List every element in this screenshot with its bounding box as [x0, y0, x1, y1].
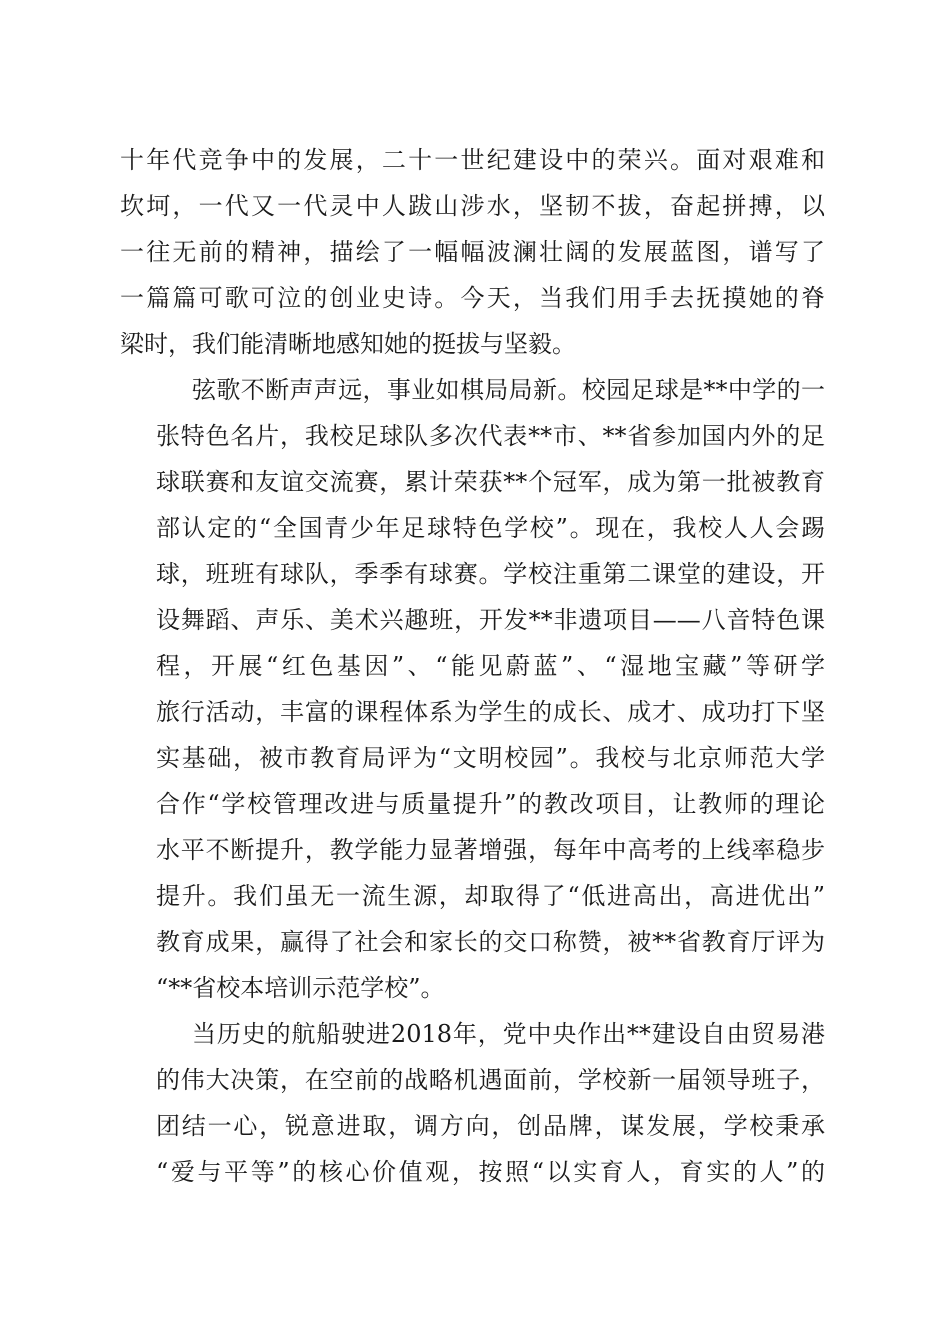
paragraph-1 — [120, 137, 825, 367]
text-line: 团结一心，锐意进取，调方向，创品牌，谋发展，学校秉承 — [156, 1112, 825, 1140]
text-line: 张特色名片，我校足球队多次代表**市、**省参加国内外的足 — [156, 422, 825, 450]
text-line: 十年代竞争中的发展，二十一世纪建设中的荣兴。面对艰难和 — [120, 146, 825, 174]
text-line: 实基础，被市教育局评为“文明校园”。我校与北京师范大学 — [156, 744, 825, 772]
text-line: 设舞蹈、声乐、美术兴趣班，开发**非遗项目——八音特色课 — [156, 606, 825, 634]
text-line: 部认定的“全国青少年足球特色学校”。现在，我校人人会踢 — [156, 514, 825, 542]
text-line: 梁时，我们能清晰地感知她的挺拔与坚毅。 — [120, 330, 576, 358]
text-line: 合作“学校管理改进与质量提升”的教改项目，让教师的理论 — [156, 790, 825, 818]
text-line: 教育成果，赢得了社会和家长的交口称赞，被**省教育厅评为 — [156, 928, 825, 956]
text-line: 球联赛和友谊交流赛，累计荣获**个冠军，成为第一批被教育 — [156, 468, 825, 496]
text-line: 坎坷，一代又一代灵中人跋山涉水，坚韧不拔，奋起拼搏，以 — [120, 192, 825, 220]
body-text — [120, 137, 825, 1195]
text-line: “**省校本培训示范学校”。 — [156, 974, 445, 1002]
text-line: 水平不断提升，教学能力显著增强，每年中高考的上线率稳步 — [156, 836, 825, 864]
text-line: 的伟大决策，在空前的战略机遇面前，学校新一届领导班子， — [156, 1066, 825, 1094]
text-line: 程，开展“红色基因”、“能见蔚蓝”、“湿地宝藏”等研学 — [156, 652, 825, 680]
text-line: 一往无前的精神，描绘了一幅幅波澜壮阔的发展蓝图，谱写了 — [120, 238, 825, 266]
text-line: 弦歌不断声声远，事业如棋局局新。校园足球是**中学的一 — [192, 376, 825, 404]
text-line: 旅行活动，丰富的课程体系为学生的成长、成才、成功打下坚 — [156, 698, 825, 726]
text-line: 当历史的航船驶进2018年，党中央作出**建设自由贸易港 — [192, 1020, 825, 1048]
text-line: 球，班班有球队，季季有球赛。学校注重第二课堂的建设，开 — [156, 560, 825, 588]
text-line: “爱与平等”的核心价值观，按照“以实育人，育实的人”的 — [156, 1158, 825, 1186]
paragraph-2 — [120, 367, 825, 1011]
paragraph-3 — [120, 1011, 825, 1195]
text-line: 一篇篇可歌可泣的创业史诗。今天，当我们用手去抚摸她的脊 — [120, 284, 825, 312]
text-line: 提升。我们虽无一流生源，却取得了“低进高出，高进优出” — [156, 882, 825, 910]
